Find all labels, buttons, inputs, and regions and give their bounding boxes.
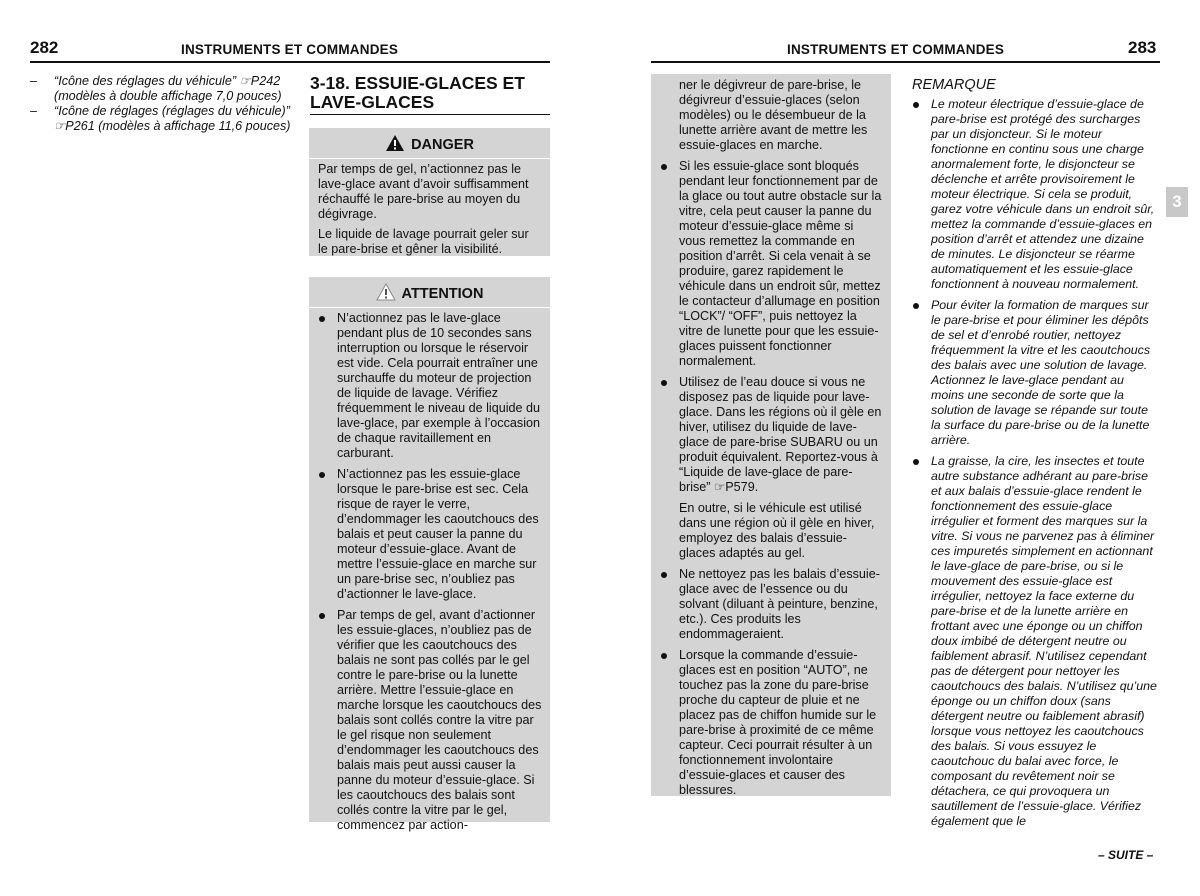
remark-section: [912, 77, 1160, 835]
continued-item: [660, 375, 883, 561]
header-rule-right: [651, 61, 1160, 63]
reference-item: [30, 74, 295, 104]
section-title: 3-18. ESSUIE-GLACES ET LAVE-GLACES: [310, 73, 525, 112]
bullet-icon: [319, 472, 325, 478]
attention-header: [309, 277, 550, 308]
bullet-icon: [913, 102, 919, 108]
bullet-icon: [319, 613, 325, 619]
bullet-icon: [319, 316, 325, 322]
bullet-icon: [661, 164, 667, 170]
list-dash: –: [30, 74, 38, 88]
danger-box: [309, 128, 550, 256]
continued-item: [660, 567, 883, 642]
warning-triangle-icon: [385, 134, 405, 156]
attention-item-text: Par temps de gel, avant d’actionner les essuie-glaces, n’oubliez pas de vérifier que les caoutchoucs des balais ne sont pas collés par le gel contre le pare-brise ou la lunette arrière. Mettre l’essuie-glace en marche lorsque les caoutchoucs des balais sont collés contre la vitre par le gel risque non seulement d’endommager les caoutchoucs des balais mais peut aussi causer la panne du moteur d’essuie-glace. Si les caoutchoucs des balais sont collés contre la vitre par le gel, commencez par action-: [337, 608, 542, 832]
chapter-tab: 3: [1166, 187, 1188, 217]
bullet-icon: [661, 572, 667, 578]
bullet-icon: [661, 380, 667, 386]
reference-list: [30, 74, 295, 134]
attention-label: ATTENTION: [401, 285, 484, 302]
header-title-left: INSTRUMENTS ET COMMANDES: [181, 42, 399, 57]
caution-triangle-icon: [376, 283, 396, 305]
remark-item: [912, 454, 1160, 829]
remark-item-text: Le moteur électrique d’essuie-glace de pare-brise est protégé des surcharges par un disjoncteur. Si le moteur fonctionne en continu sous une charge anormalement forte, le disjoncteur se déclenche et arrête provisoirement le moteur électrique. Si cela se produit, garez votre véhicule dans un endroit sûr, mettez la commande d’essuie-glaces en position d’arrêt et attendez une dizaine de minutes. Le disjoncteur se réarme automatiquement et les essuie-glace fonctionnent à nouveau normalement.: [931, 97, 1155, 291]
reference-item: [30, 104, 295, 134]
continued-item-text: Lorsque la commande d’essuie-glaces est en position “AUTO”, ne touchez pas la zone du pare-brise proche du capteur de pluie et ne placez pas de chiffon humide sur le pare-brise à proximité de ce même capteur. Ceci pourrait résulter à un fonctionnement involontaire d’essuie-glaces et causer des blessures.: [679, 648, 877, 797]
remark-item-text: La graisse, la cire, les insectes et toute autre substance adhérant au pare-brise et aux balais d’essuie-glace rendent le fonctionnement des essuie-glace irrégulier et forment des marques sur la vitre. Si vous ne parvenez pas à éliminer ces impuretés simplement en actionnant le lave-glace de pare-brise, ou si le mouvement des essuie-glace est irrégulier, nettoyez la face externe du pare-brise et de la lunette arrière en frottant avec une éponge ou un chiffon doux imbibé de détergent neutre ou faiblement abrasif. N’utilisez cependant pas de détergent pour nettoyer les caoutchoucs des balais. N’utilisez qu’une éponge ou un chiffon doux (sans détergent neutre ou faiblement abrasif) lorsque vous nettoyez les caoutchoucs des balais. Si vous essuyez le caoutchouc du balai avec force, le composant du revêtement noir se détachera, ce qui provoquera un sautillement de l’essuie-glace. Vérifiez également que le: [931, 454, 1157, 828]
continued-item-text: Utilisez de l’eau douce si vous ne disposez pas de liquide pour lave-glace. Dans les régions où il gèle en hiver, utilisez du liquide de lave-glace de pare-brise SUBARU ou un produit équivalent. Reportez-vous à “Liquide de lave-glace de pare-brise” ☞P579.: [679, 375, 882, 494]
remark-label: REMARQUE: [912, 77, 996, 93]
attention-item: [318, 311, 542, 461]
danger-paragraph: Le liquide de lavage pourrait geler sur le pare-brise et gêner la visibilité.: [318, 227, 529, 256]
remark-item: [912, 298, 1160, 448]
attention-item: [318, 608, 542, 833]
bullet-icon: [913, 459, 919, 465]
bullet-icon: [913, 303, 919, 309]
danger-label: DANGER: [411, 136, 474, 153]
attention-continued-body: [651, 74, 891, 798]
page-number-left: 282: [30, 38, 59, 57]
reference-text: “Icône de réglages (réglages du véhicule)” ☞P261 (modèles à affichage 11,6 pouces): [54, 104, 291, 133]
bullet-icon: [661, 653, 667, 659]
danger-header: [309, 128, 550, 159]
continued-item-text: Si les essuie-glace sont bloqués pendant leur fonctionnement par de la glace ou tout autre obstacle sur la vitre, cela peut causer la panne du moteur d’essuie-glace même si vous remettez la commande en position d’arrêt. Si cela venait à se produire, garez rapidement le véhicule dans un endroit sûr, mettez le contacteur d’allumage en position “LOCK”/ “OFF”, puis nettoyez la vitre de lunette pour que les essuie-glaces puissent fonctionner normalement.: [679, 159, 882, 368]
continued-item-extra: En outre, si le véhicule est utilisé dans une région où il gèle en hiver, employez des balais d’essuie-glaces adaptés au gel.: [679, 501, 875, 560]
danger-body: [309, 159, 550, 257]
remark-item: [912, 97, 1160, 292]
attention-body: [309, 308, 550, 833]
attention-item: [318, 467, 542, 602]
continued-item: [660, 159, 883, 369]
remark-item-text: Pour éviter la formation de marques sur le pare-brise et pour éliminer les dépôts de sel et d’enrobé routier, nettoyez fréquemment la vitre et les caoutchoucs des balais avec une solution de lavage. Actionnez le lave-glace pendant au moins une seconde de sorte que la solution de lavage se répande sur toute la surface du pare-brise ou de la lunette arrière.: [931, 298, 1151, 447]
header-title-right: INSTRUMENTS ET COMMANDES: [787, 42, 1005, 57]
attention-item-text: N’actionnez pas les essuie-glace lorsque le pare-brise est sec. Cela risque de rayer le verre, d’endommager les caoutchoucs des balais et peut causer la panne du moteur d’essuie-glace. Avant de mettre l’essuie-glace en marche sur un pare-brise sec, n’oubliez pas d’actionner le lave-glace.: [337, 467, 539, 601]
continued-lead: ner le dégivreur de pare-brise, le dégivreur d’essuie-glaces (selon modèles) ou le désembueur de la lunette arrière avant de mettre les essuie-glaces en marche.: [679, 78, 868, 152]
continued-item: [660, 648, 883, 798]
attention-box: [309, 277, 550, 832]
page-number-right: 283: [1128, 38, 1157, 57]
list-dash: –: [30, 104, 38, 118]
attention-continued-box: [651, 74, 891, 796]
attention-item-text: N’actionnez pas le lave-glace pendant plus de 10 secondes sans interruption ou lorsque le réservoir est vide. Cela pourrait entraîner une surchauffe du moteur de projection de liquide de lavage. Vérifiez fréquemment le niveau de liquide du lave-glace, par exemple à l’occasion de chaque ravitaillement en carburant.: [337, 311, 541, 460]
continued-marker: – SUITE –: [1098, 848, 1154, 862]
reference-text: “Icône des réglages du véhicule” ☞P242 (modèles à double affichage 7,0 pouces): [54, 74, 282, 103]
continued-item-text: Ne nettoyez pas les balais d’essuie-glace avec de l’essence ou du solvant (diluant à peinture, benzine, etc.). Ces produits les endommageraient.: [679, 567, 880, 641]
section-rule: [310, 114, 550, 115]
danger-paragraph: Par temps de gel, n’actionnez pas le lave-glace avant d’avoir suffisamment réchauffé le pare-brise au moyen du dégivrage.: [318, 162, 529, 221]
header-rule-left: [30, 61, 550, 63]
